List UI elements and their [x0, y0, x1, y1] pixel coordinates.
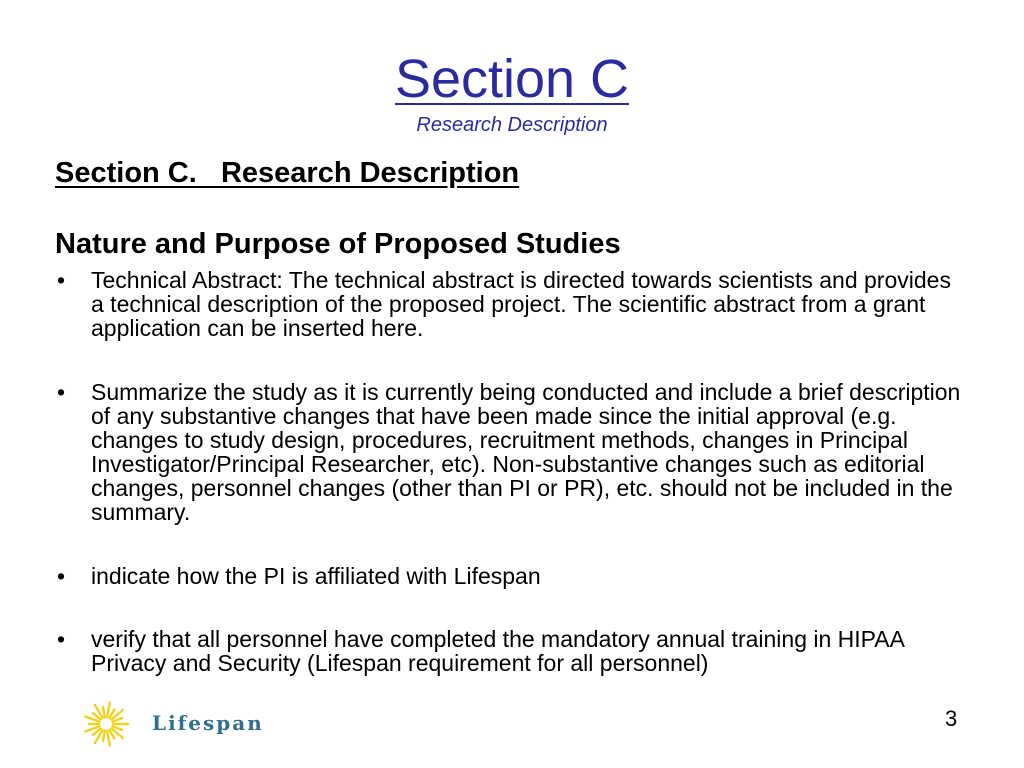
sub-heading: Nature and Purpose of Proposed Studies — [55, 228, 621, 260]
lifespan-logo — [75, 700, 265, 748]
bullet-dot: • — [57, 563, 66, 589]
sun-ray — [107, 702, 110, 717]
bullet-item — [55, 380, 965, 524]
section-heading: Section C. Research Description — [55, 157, 520, 189]
bullet-dot: • — [57, 626, 66, 652]
bullet-dot: • — [57, 379, 66, 405]
bullet-item — [55, 268, 965, 340]
sun-ray — [107, 731, 110, 746]
bullet-item — [55, 627, 965, 675]
slide-title: Section C — [394, 49, 630, 109]
bullet-text: indicate how the PI is affiliated with Lifespan — [91, 563, 541, 589]
sun-ray — [103, 707, 105, 717]
bullet-text: verify that all personnel have completed the mandatory annual training in HIPAA Privacy and Security (Lifespan requirement for all personnel) — [91, 626, 904, 676]
logo-text: Lifespan — [152, 711, 264, 735]
bullet-text: Summarize the study as it is currently being conducted and include a brief description of any substantive changes that have been made since the initial approval (e.g. changes to study design, procedures, recruitment methods, changes in Principal Investigator/Principal Researcher, etc). Non-substantive changes such as editorial changes, personnel changes (other than PI or PR), etc. should not be included in the summary. — [91, 379, 961, 525]
bullet-dot: • — [57, 267, 66, 293]
bullet-text: Technical Abstract: The technical abstract is directed towards scientists and provides a technical description of the proposed project. The scientific abstract from a grant application can be inserted here. — [91, 267, 951, 341]
page-number: 3 — [945, 706, 958, 731]
bullet-item — [55, 564, 965, 588]
slide-subtitle: Research Description — [416, 114, 608, 136]
sunburst-icon — [75, 700, 137, 748]
sun-ray — [103, 731, 105, 741]
